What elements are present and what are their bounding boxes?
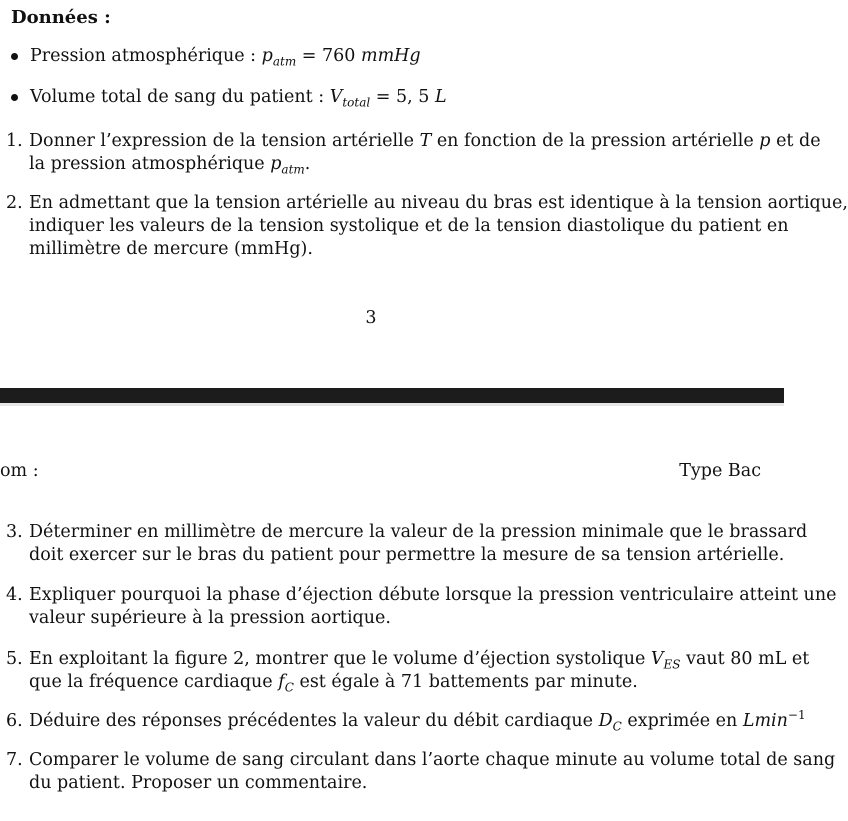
question-text: En admettant que la tension artérielle au niveau du bras est identique à la tension aortique, indiquer les valeurs de la tension systolique et de la tension diastolique du patient en millimètre de mercure (mmHg). (29, 193, 848, 259)
question-7 (6, 749, 836, 795)
bullet-text: Volume total de sang du patient : $V_{total} = 5$, 5 L (30, 87, 447, 110)
bullet-dot (11, 53, 18, 60)
question-text: En exploitant la figure 2, montrer que le volume d’éjection systolique $V_{ES}$ vaut 80 mL et que la fréquence cardiaque $f_C$ est égale à 71 battements par minute. (29, 649, 810, 695)
question-text: Donner l’expression de la tension artérielle T en fonction de la pression artérielle p et de la pression atmosphérique $p_{atm}$. (29, 131, 821, 177)
question-text: Déduire des réponses précédentes la valeur du débit cardiaque $D_C$ exprimée en Lmin$^{-1}$ (29, 708, 806, 734)
question-number: 1. (6, 131, 23, 151)
question-number: 5. (6, 649, 23, 669)
question-number: 7. (6, 750, 23, 770)
question-5 (6, 648, 810, 695)
question-text: Comparer le volume de sang circulant dans l’aorte chaque minute au volume total de sang du patient. Proposer un commentaire. (29, 750, 836, 793)
question-number: 3. (6, 522, 23, 542)
bullet-text: Pression atmosphérique : $p_{atm} = 760$ mmHg (30, 46, 421, 69)
question-4 (6, 584, 837, 630)
page-separator (0, 388, 784, 403)
question-3 (6, 521, 808, 567)
question-6 (6, 708, 806, 734)
question-number: 6. (6, 711, 23, 731)
question-text: Expliquer pourquoi la phase d’éjection débute lorsque la pression ventriculaire atteint une valeur supérieure à la pression aortique. (29, 585, 837, 628)
bullet-dot (11, 94, 18, 101)
page-separator-shadow (0, 403, 784, 406)
question-1 (6, 130, 821, 177)
page-number: 3 (365, 308, 377, 328)
data-heading: Données : (11, 7, 111, 28)
header-type-bac: Type Bac (679, 461, 761, 481)
header-name-field: om : (0, 461, 39, 481)
question-number: 4. (6, 585, 23, 605)
question-text: Déterminer en millimètre de mercure la valeur de la pression minimale que le brassard doit exercer sur le bras du patient pour permettre la mesure de sa tension artérielle. (29, 522, 808, 565)
question-number: 2. (6, 193, 23, 213)
question-2 (6, 192, 848, 261)
